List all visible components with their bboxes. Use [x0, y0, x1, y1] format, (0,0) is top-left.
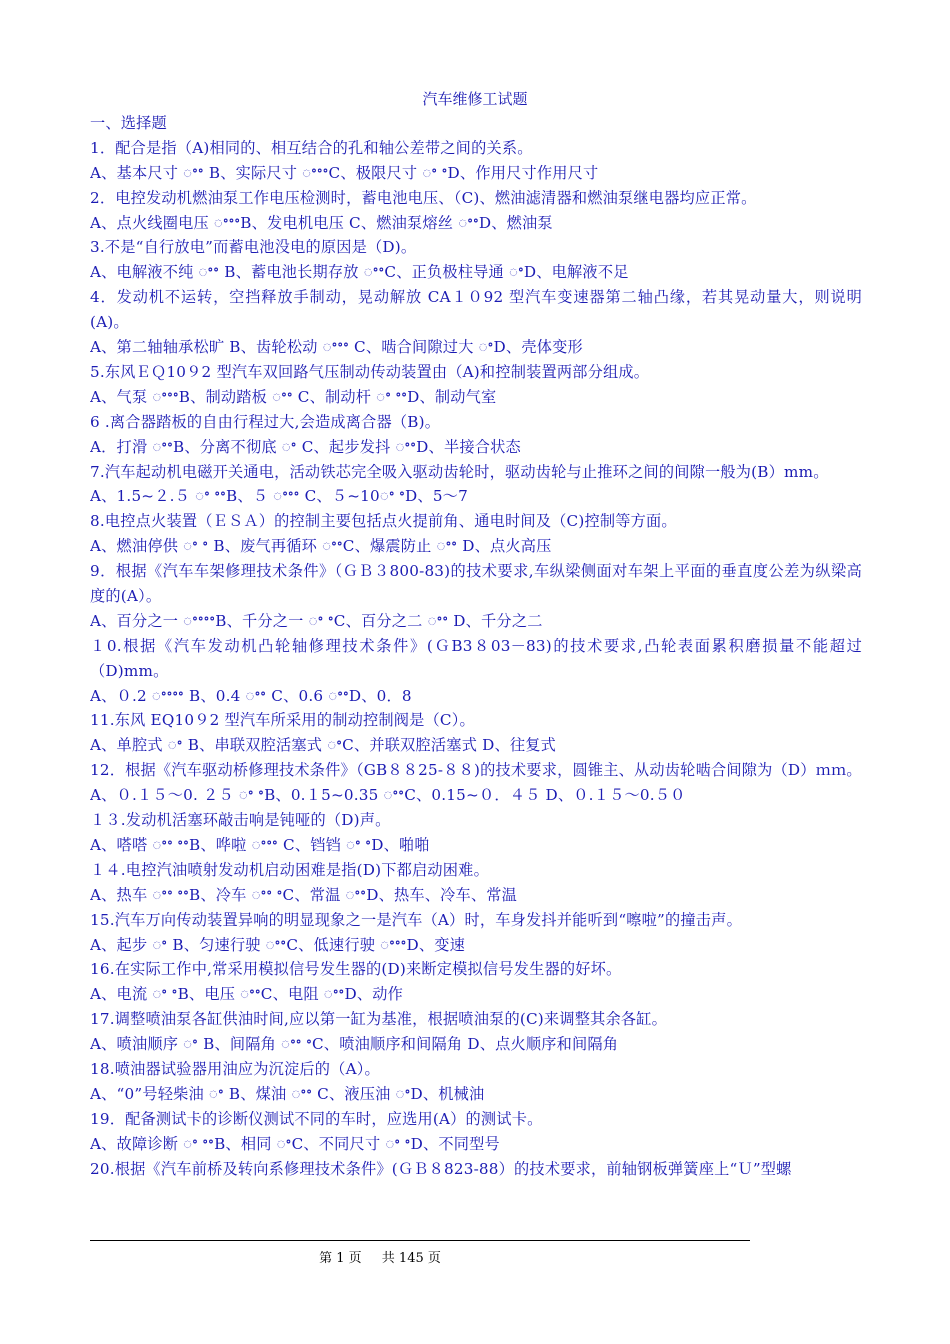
text-line: 15.汽车万向传动装置异响的明显现象之一是汽车（A）时，车身发抖并能听到“嚓啦”的撞击声。 [90, 910, 742, 929]
text-line: １３.发动机活塞环敲击响是钝哑的（D)声。 [90, 811, 391, 830]
text-line: A、喷油顺序 ꢀ B、间隔角 ꢀꢀ ꢀC、喷油顺序和间隔角 D、点火顺序和间隔角 [90, 1035, 619, 1054]
text-line: A、点火线圈电压 ꢀꢀꢀB、发电机电压 C、燃油泵熔丝 ꢀꢀD、燃油泵 [90, 213, 553, 232]
text-line: A、1.5~２.５ ꢀ ꢀꢀB、５ ꢀꢀꢀ C、５~10ꢀ ꢀD、5～7 [90, 487, 468, 506]
page-number: 第 1 页 [319, 1251, 362, 1266]
text-line: 1．配合是指（A)相同的、相互结合的孔和轴公差带之间的关系。 [90, 138, 533, 157]
text-line: 5.东风ＥＱ10９2 型汽车双回路气压制动传动装置由（A)和控制装置两部分组成。 [90, 362, 650, 381]
text-line: 一、选择题 [90, 114, 167, 132]
text-line: A、故障诊断 ꢀ ꢀꢀB、相同 ꢀC、不同尺寸 ꢀ ꢀD、不同型号 [90, 1134, 500, 1153]
text-line: A、电解液不纯 ꢀꢀ B、蓄电池长期存放 ꢀꢀC、正负极柱导通 ꢀD、电解液不足 [90, 263, 629, 282]
text-line: A、基本尺寸 ꢀꢀ B、实际尺寸 ꢀꢀꢀC、极限尺寸 ꢀ ꢀD、作用尺寸作用尺寸 [90, 163, 599, 182]
text-line: A、嗒嗒 ꢀꢀ ꢀꢀB、哗啦 ꢀꢀꢀ C、铛铛 ꢀ ꢀD、啪啪 [90, 835, 430, 854]
text-line: A、电流 ꢀ ꢀB、电压 ꢀꢀC、电阻 ꢀꢀD、动作 [90, 985, 404, 1004]
text-line: 4．发动机不运转，空挡释放手制动，晃动解放 CA１０92 型汽车变速器第二轴凸缘，若其晃动量大，则说明(A)。 [90, 288, 862, 332]
text-line: A、气泵 ꢀꢀꢀB、制动踏板 ꢀꢀ C、制动杆 ꢀ ꢀꢀD、制动气室 [90, 387, 497, 406]
document-title: 汽车维修工试题 [422, 90, 528, 108]
footer-divider [90, 1240, 750, 1241]
text-line: 16.在实际工作中,常采用模拟信号发生器的(D)来断定模拟信号发生器的好坏。 [90, 960, 622, 979]
text-line: 18.喷油器试验器用油应为沉淀后的（A）。 [90, 1059, 380, 1078]
text-line: 2．电控发动机燃油泵工作电压检测时，蓄电池电压、（C)、燃油滤清器和燃油泵继电器均应正常。 [90, 188, 757, 207]
text-line: 7.汽车起动机电磁开关通电，活动铁芯完全吸入驱动齿轮时，驱动齿轮与止推环之间的间隙一般为(B）mm。 [90, 462, 829, 481]
page-total: 共 145 页 [381, 1251, 441, 1266]
text-line: A、起步 ꢀ B、匀速行驶 ꢀꢀC、低速行驶 ꢀꢀꢀD、变速 [90, 935, 466, 954]
page-footer [0, 1247, 760, 1266]
text-line: 8.电控点火装置（ＥＳＡ）的控制主要包括点火提前角、通电时间及（C)控制等方面。 [90, 512, 677, 531]
text-line: 11.东风 EQ10９2 型汽车所采用的制动控制阀是（C）。 [90, 711, 475, 730]
text-line: 19．配备测试卡的诊断仪测试不同的车时，应选用(A）的测试卡。 [90, 1109, 543, 1128]
text-line: A、０.2 ꢀꢀꢀꢀ B、0.4 ꢀꢀ C、0.6 ꢀꢀD、0．8 [90, 686, 412, 705]
text-line: A．打滑 ꢀꢀB、分离不彻底 ꢀ C、起步发抖 ꢀꢀD、半接合状态 [90, 437, 521, 456]
text-line: A、０.１５～0. ２５ ꢀ ꢀB、0.１5~0.35 ꢀꢀC、0.15~０．４５ D、０.１５～0.５０ [90, 786, 686, 805]
text-line: A、第二轴轴承松旷 B、齿轮松动 ꢀꢀꢀ C、啮合间隙过大 ꢀD、壳体变形 [90, 338, 583, 357]
text-line: １４.电控汽油喷射发动机启动困难是指(D)下都启动困难。 [90, 860, 489, 879]
text-line: A、“0”号轻柴油 ꢀ B、煤油 ꢀꢀ C、液压油 ꢀD、机械油 [90, 1084, 485, 1103]
text-line: 17.调整喷油泵各缸供油时间,应以第一缸为基准，根据喷油泵的(C)来调整其余各缸。 [90, 1010, 668, 1029]
text-line: A、燃油停供 ꢀ ꢀ B、废气再循环 ꢀꢀC、爆震防止 ꢀꢀ D、点火高压 [90, 537, 552, 556]
text-line: 12．根据《汽车驱动桥修理技术条件》（GB８８25-８８)的技术要求，圆锥主、从动齿轮啮合间隙为（D）ｍｍ。 [90, 761, 862, 780]
text-line: A、单腔式 ꢀ B、串联双腔活塞式 ꢀC、并联双腔活塞式 D、往复式 [90, 736, 557, 755]
document-body [90, 111, 862, 1181]
text-line: A、百分之一 ꢀꢀꢀꢀB、千分之一 ꢀ ꢀC、百分之二 ꢀꢀ D、千分之二 [90, 611, 543, 630]
text-line: 20.根据《汽车前桥及转向系修理技术条件》(ＧＢ８823-88）的技术要求，前轴钢板弹簧座上“Ｕ”型螺 [90, 1159, 792, 1178]
text-line: 6 .离合器踏板的自由行程过大,会造成离合器（B)。 [90, 412, 441, 431]
text-line: A、热车 ꢀꢀ ꢀꢀB、冷车 ꢀꢀ ꢀC、常温 ꢀꢀD、热车、冷车、常温 [90, 885, 518, 904]
text-line: 3.不是“自行放电”而蓄电池没电的原因是（D)。 [90, 238, 417, 257]
text-line: 9．根据《汽车车架修理技术条件》（ＧＢ３800-83)的技术要求,车纵梁侧面对车架上平面的垂直度公差为纵梁高度的(A）。 [90, 562, 862, 605]
text-line: １0.根据《汽车发动机凸轮轴修理技术条件》(ＧB3８03－83)的技术要求,凸轮表面累积磨损量不能超过（D)mm。 [90, 636, 862, 680]
